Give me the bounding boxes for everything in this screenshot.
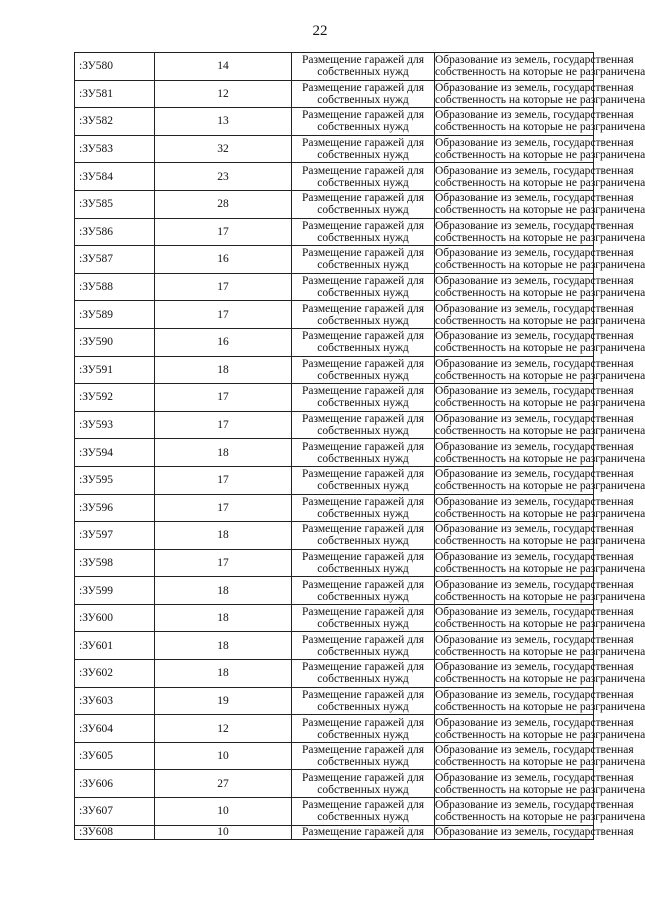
permitted-use-cell (292, 825, 435, 839)
formation-method-line-1: Образование из земель, государственная (435, 275, 634, 288)
formation-method-line-1: Образование из земель, государственная (435, 192, 634, 205)
formation-method-line-1: Образование из земель, государственная (435, 357, 634, 370)
plot-area-cell: 17 (155, 384, 292, 412)
table-row (75, 466, 594, 494)
plot-id-cell: :ЗУ583 (75, 135, 155, 163)
permitted-use-cell (292, 494, 435, 522)
permitted-use-line-2: собственных нужд (317, 590, 409, 603)
formation-method-line-2: собственность на которые не разграничена (435, 314, 645, 327)
plot-id-cell: :ЗУ591 (75, 356, 155, 384)
permitted-use-line-2: собственных нужд (317, 259, 409, 272)
permitted-use-cell (292, 411, 435, 439)
table-row (75, 246, 594, 274)
permitted-use-cell (292, 687, 435, 715)
permitted-use-cell (292, 632, 435, 660)
formation-method-line-1: Образование из земель, государственная (435, 81, 634, 94)
permitted-use-line-1: Размещение гаражей для (302, 192, 424, 205)
table-row (75, 687, 594, 715)
plot-area-cell: 18 (155, 356, 292, 384)
plot-area-cell: 18 (155, 604, 292, 632)
plot-area-cell: 17 (155, 466, 292, 494)
table-row (75, 163, 594, 191)
permitted-use-line-2: собственных нужд (317, 425, 409, 438)
formation-method-cell (435, 384, 645, 412)
formation-method-line-1: Образование из земель, государственная (435, 330, 634, 343)
permitted-use-line-1: Размещение гаражей для (302, 799, 424, 812)
plot-area-cell: 14 (155, 53, 292, 81)
plot-area-cell: 19 (155, 687, 292, 715)
formation-method-line-2: собственность на которые не разграничена (435, 535, 645, 548)
formation-method-line-2: собственность на которые не разграничена (435, 452, 645, 465)
formation-method-line-1: Образование из земель, государственная (435, 716, 634, 729)
permitted-use-cell (292, 742, 435, 770)
permitted-use-cell (292, 660, 435, 688)
permitted-use-line-2: собственных нужд (317, 645, 409, 658)
permitted-use-line-2: собственных нужд (317, 342, 409, 355)
formation-method-line-1: Образование из земель, государственная (435, 606, 634, 619)
permitted-use-line-1: Размещение гаражей для (302, 550, 424, 563)
permitted-use-cell (292, 522, 435, 550)
plot-id-cell: :ЗУ608 (75, 825, 155, 839)
plot-area-cell: 16 (155, 328, 292, 356)
permitted-use-cell (292, 439, 435, 467)
table-row (75, 439, 594, 467)
permitted-use-line-2: собственных нужд (317, 204, 409, 217)
plot-id-cell: :ЗУ585 (75, 190, 155, 218)
plot-id-cell: :ЗУ596 (75, 494, 155, 522)
plot-id-cell: :ЗУ582 (75, 108, 155, 136)
plot-id-cell: :ЗУ600 (75, 604, 155, 632)
formation-method-cell (435, 604, 645, 632)
formation-method-cell (435, 466, 645, 494)
table-row (75, 218, 594, 246)
formation-method-cell (435, 549, 645, 577)
formation-method-line-2: собственность на которые не разграничена (435, 121, 645, 134)
formation-method-cell (435, 80, 645, 108)
plot-id-cell: :ЗУ581 (75, 80, 155, 108)
formation-method-line-2: собственность на которые не разграничена (435, 645, 645, 658)
plot-id-cell: :ЗУ588 (75, 273, 155, 301)
plot-area-cell: 18 (155, 439, 292, 467)
permitted-use-line-1: Размещение гаражей для (302, 495, 424, 508)
permitted-use-line-1: Размещение гаражей для (302, 275, 424, 288)
formation-method-line-2: собственность на которые не разграничена (435, 176, 645, 189)
formation-method-line-1: Образование из земель, государственная (435, 302, 634, 315)
permitted-use-line-2: собственных нужд (317, 507, 409, 520)
table-row (75, 660, 594, 688)
plot-area-cell: 23 (155, 163, 292, 191)
plot-area-cell: 17 (155, 218, 292, 246)
formation-method-line-1: Образование из земель, государственная (435, 633, 634, 646)
formation-method-cell (435, 494, 645, 522)
plot-id-cell: :ЗУ597 (75, 522, 155, 550)
plot-id-cell: :ЗУ595 (75, 466, 155, 494)
permitted-use-line-2: собственных нужд (317, 121, 409, 134)
formation-method-line-2: собственность на которые не разграничена (435, 618, 645, 631)
plot-id-cell: :ЗУ599 (75, 577, 155, 605)
formation-method-line-1: Образование из земель, государственная (435, 468, 634, 481)
formation-method-line-1: Образование из земель, государственная (435, 495, 634, 508)
formation-method-line-1: Образование из земель, государственная (435, 825, 634, 838)
plot-area-cell: 18 (155, 522, 292, 550)
formation-method-line-1: Образование из земель, государственная (435, 661, 634, 674)
plot-area-cell: 16 (155, 246, 292, 274)
permitted-use-line-2: собственных нужд (317, 618, 409, 631)
table-row (75, 356, 594, 384)
formation-method-line-2: собственность на которые не разграничена (435, 342, 645, 355)
permitted-use-cell (292, 604, 435, 632)
plot-area-cell: 12 (155, 80, 292, 108)
table-row (75, 108, 594, 136)
permitted-use-line-2: собственных нужд (317, 66, 409, 79)
formation-method-cell (435, 825, 634, 839)
formation-method-cell (435, 439, 645, 467)
table-row (75, 770, 594, 798)
plot-id-cell: :ЗУ601 (75, 632, 155, 660)
permitted-use-line-1: Размещение гаражей для (302, 137, 424, 150)
formation-method-cell (435, 328, 645, 356)
permitted-use-line-1: Размещение гаражей для (302, 357, 424, 370)
plot-area-cell: 13 (155, 108, 292, 136)
table-row (75, 577, 594, 605)
permitted-use-cell (292, 135, 435, 163)
formation-method-cell (435, 632, 645, 660)
plot-area-cell: 17 (155, 549, 292, 577)
formation-method-line-1: Образование из земель, государственная (435, 550, 634, 563)
table-row (75, 632, 594, 660)
formation-method-cell (435, 356, 645, 384)
permitted-use-line-1: Размещение гаражей для (302, 606, 424, 619)
plot-id-cell: :ЗУ594 (75, 439, 155, 467)
formation-method-cell (435, 135, 645, 163)
plot-id-cell: :ЗУ607 (75, 798, 155, 826)
permitted-use-line-2: собственных нужд (317, 535, 409, 548)
formation-method-line-1: Образование из земель, государственная (435, 54, 634, 67)
permitted-use-cell (292, 108, 435, 136)
table-row (75, 798, 594, 826)
formation-method-cell (435, 411, 645, 439)
formation-method-line-2: собственность на которые не разграничена (435, 811, 645, 824)
permitted-use-line-2: собственных нужд (317, 149, 409, 162)
plot-area-cell: 17 (155, 494, 292, 522)
plot-area-cell: 18 (155, 632, 292, 660)
permitted-use-cell (292, 770, 435, 798)
table-row (75, 522, 594, 550)
table-row (75, 411, 594, 439)
formation-method-cell (435, 742, 645, 770)
plot-id-cell: :ЗУ602 (75, 660, 155, 688)
land-plots-table-container (74, 52, 645, 840)
permitted-use-line-2: собственных нужд (317, 93, 409, 106)
formation-method-cell (435, 273, 645, 301)
formation-method-line-1: Образование из земель, государственная (435, 523, 634, 536)
formation-method-line-1: Образование из земель, государственная (435, 247, 634, 260)
formation-method-line-2: собственность на которые не разграничена (435, 149, 645, 162)
formation-method-cell (435, 522, 645, 550)
plot-id-cell: :ЗУ586 (75, 218, 155, 246)
permitted-use-line-2: собственных нужд (317, 314, 409, 327)
formation-method-line-2: собственность на которые не разграничена (435, 480, 645, 493)
permitted-use-line-2: собственных нужд (317, 176, 409, 189)
formation-method-line-1: Образование из земель, государственная (435, 137, 634, 150)
plot-area-cell: 10 (155, 742, 292, 770)
permitted-use-cell (292, 80, 435, 108)
formation-method-cell (435, 218, 645, 246)
table-row (75, 715, 594, 743)
formation-method-line-1: Образование из земель, государственная (435, 164, 634, 177)
formation-method-cell (435, 660, 645, 688)
plot-area-cell: 12 (155, 715, 292, 743)
land-plots-table (74, 52, 645, 840)
plot-id-cell: :ЗУ587 (75, 246, 155, 274)
permitted-use-cell (292, 384, 435, 412)
permitted-use-line-1: Размещение гаражей для (302, 330, 424, 343)
formation-method-line-2: собственность на которые не разграничена (435, 673, 645, 686)
permitted-use-line-2: собственных нужд (317, 673, 409, 686)
permitted-use-line-1: Размещение гаражей для (302, 578, 424, 591)
permitted-use-cell (292, 301, 435, 329)
permitted-use-cell (292, 218, 435, 246)
formation-method-line-1: Образование из земель, государственная (435, 109, 634, 122)
permitted-use-line-1: Размещение гаражей для (302, 825, 424, 838)
permitted-use-line-1: Размещение гаражей для (302, 661, 424, 674)
formation-method-line-2: собственность на которые не разграничена (435, 425, 645, 438)
permitted-use-line-2: собственных нужд (317, 811, 409, 824)
formation-method-cell (435, 687, 645, 715)
formation-method-line-2: собственность на которые не разграничена (435, 783, 645, 796)
table-row (75, 328, 594, 356)
permitted-use-line-1: Размещение гаражей для (302, 109, 424, 122)
formation-method-line-1: Образование из земель, государственная (435, 578, 634, 591)
permitted-use-line-2: собственных нужд (317, 728, 409, 741)
permitted-use-line-1: Размещение гаражей для (302, 219, 424, 232)
formation-method-line-2: собственность на которые не разграничена (435, 259, 645, 272)
plot-id-cell: :ЗУ606 (75, 770, 155, 798)
formation-method-line-2: собственность на которые не разграничена (435, 756, 645, 769)
plot-id-cell: :ЗУ580 (75, 53, 155, 81)
permitted-use-line-1: Размещение гаражей для (302, 164, 424, 177)
permitted-use-cell (292, 53, 435, 81)
permitted-use-cell (292, 356, 435, 384)
formation-method-line-1: Образование из земель, государственная (435, 799, 634, 812)
permitted-use-line-2: собственных нужд (317, 562, 409, 575)
plot-id-cell: :ЗУ598 (75, 549, 155, 577)
formation-method-line-1: Образование из земель, государственная (435, 688, 634, 701)
formation-method-cell (435, 163, 645, 191)
permitted-use-cell (292, 466, 435, 494)
formation-method-line-2: собственность на которые не разграничена (435, 93, 645, 106)
plot-area-cell: 10 (155, 798, 292, 826)
formation-method-cell (435, 246, 645, 274)
plot-id-cell: :ЗУ603 (75, 687, 155, 715)
formation-method-cell (435, 770, 645, 798)
permitted-use-line-1: Размещение гаражей для (302, 440, 424, 453)
permitted-use-line-2: собственных нужд (317, 369, 409, 382)
formation-method-line-2: собственность на которые не разграничена (435, 562, 645, 575)
table-row (75, 53, 594, 81)
formation-method-line-1: Образование из земель, государственная (435, 771, 634, 784)
plot-area-cell: 17 (155, 301, 292, 329)
permitted-use-cell (292, 190, 435, 218)
permitted-use-line-1: Размещение гаражей для (302, 81, 424, 94)
permitted-use-line-1: Размещение гаражей для (302, 771, 424, 784)
permitted-use-line-2: собственных нужд (317, 480, 409, 493)
plot-area-cell: 18 (155, 660, 292, 688)
formation-method-line-2: собственность на которые не разграничена (435, 66, 645, 79)
plot-area-cell: 17 (155, 411, 292, 439)
plot-id-cell: :ЗУ605 (75, 742, 155, 770)
table-row (75, 825, 594, 839)
formation-method-cell (435, 108, 645, 136)
page-number: 22 (312, 23, 328, 39)
permitted-use-line-2: собственных нужд (317, 397, 409, 410)
permitted-use-line-2: собственных нужд (317, 756, 409, 769)
permitted-use-line-2: собственных нужд (317, 287, 409, 300)
land-plots-table-body (75, 53, 645, 840)
permitted-use-cell (292, 577, 435, 605)
plot-id-cell: :ЗУ589 (75, 301, 155, 329)
permitted-use-line-1: Размещение гаражей для (302, 413, 424, 426)
table-row (75, 273, 594, 301)
formation-method-line-2: собственность на которые не разграничена (435, 231, 645, 244)
formation-method-line-1: Образование из земель, государственная (435, 440, 634, 453)
plot-id-cell: :ЗУ590 (75, 328, 155, 356)
permitted-use-line-1: Размещение гаражей для (302, 744, 424, 757)
formation-method-line-2: собственность на которые не разграничена (435, 700, 645, 713)
formation-method-line-2: собственность на которые не разграничена (435, 728, 645, 741)
table-row (75, 384, 594, 412)
plot-id-cell: :ЗУ593 (75, 411, 155, 439)
formation-method-line-1: Образование из земель, государственная (435, 385, 634, 398)
plot-area-cell: 17 (155, 273, 292, 301)
permitted-use-line-2: собственных нужд (317, 231, 409, 244)
table-row (75, 135, 594, 163)
formation-method-line-2: собственность на которые не разграничена (435, 287, 645, 300)
plot-area-cell: 32 (155, 135, 292, 163)
plot-area-cell: 18 (155, 577, 292, 605)
plot-area-cell: 28 (155, 190, 292, 218)
formation-method-cell (435, 53, 645, 81)
table-row (75, 549, 594, 577)
formation-method-cell (435, 190, 645, 218)
formation-method-line-1: Образование из земель, государственная (435, 413, 634, 426)
formation-method-cell (435, 301, 645, 329)
formation-method-line-2: собственность на которые не разграничена (435, 397, 645, 410)
formation-method-line-1: Образование из земель, государственная (435, 219, 634, 232)
permitted-use-line-1: Размещение гаражей для (302, 247, 424, 260)
plot-id-cell: :ЗУ584 (75, 163, 155, 191)
table-row (75, 742, 594, 770)
permitted-use-cell (292, 273, 435, 301)
formation-method-line-1: Образование из земель, государственная (435, 744, 634, 757)
permitted-use-line-2: собственных нужд (317, 452, 409, 465)
formation-method-line-2: собственность на которые не разграничена (435, 204, 645, 217)
permitted-use-line-1: Размещение гаражей для (302, 688, 424, 701)
formation-method-cell (435, 577, 645, 605)
table-row (75, 494, 594, 522)
table-row (75, 301, 594, 329)
permitted-use-cell (292, 328, 435, 356)
permitted-use-cell (292, 549, 435, 577)
plot-area-cell: 10 (155, 825, 292, 839)
permitted-use-line-1: Размещение гаражей для (302, 716, 424, 729)
permitted-use-line-1: Размещение гаражей для (302, 385, 424, 398)
permitted-use-cell (292, 163, 435, 191)
permitted-use-line-1: Размещение гаражей для (302, 523, 424, 536)
table-row (75, 604, 594, 632)
formation-method-line-2: собственность на которые не разграничена (435, 590, 645, 603)
formation-method-line-2: собственность на которые не разграничена (435, 507, 645, 520)
permitted-use-line-2: собственных нужд (317, 783, 409, 796)
plot-id-cell: :ЗУ604 (75, 715, 155, 743)
permitted-use-line-1: Размещение гаражей для (302, 54, 424, 67)
permitted-use-line-2: собственных нужд (317, 700, 409, 713)
formation-method-line-2: собственность на которые не разграничена (435, 369, 645, 382)
permitted-use-cell (292, 798, 435, 826)
permitted-use-line-1: Размещение гаражей для (302, 468, 424, 481)
formation-method-cell (435, 798, 645, 826)
permitted-use-line-1: Размещение гаражей для (302, 633, 424, 646)
permitted-use-cell (292, 246, 435, 274)
table-row (75, 80, 594, 108)
permitted-use-cell (292, 715, 435, 743)
table-row (75, 190, 594, 218)
permitted-use-line-1: Размещение гаражей для (302, 302, 424, 315)
plot-area-cell: 27 (155, 770, 292, 798)
formation-method-cell (435, 715, 645, 743)
plot-id-cell: :ЗУ592 (75, 384, 155, 412)
